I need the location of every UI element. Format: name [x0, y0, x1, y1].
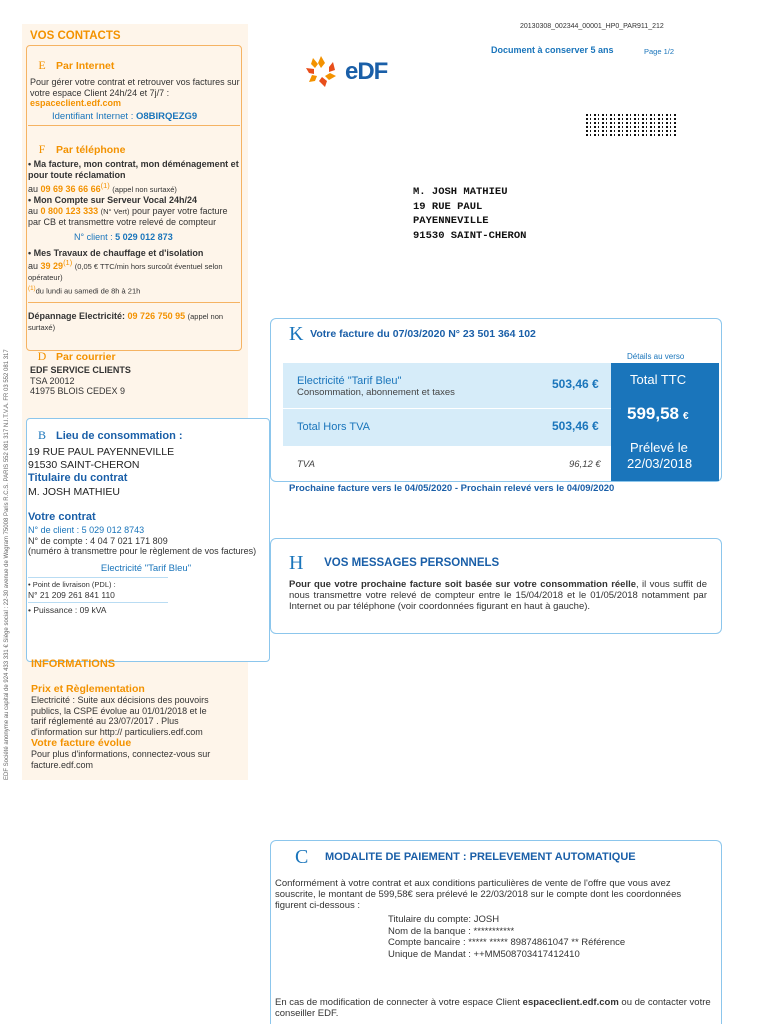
section-letter: B	[37, 428, 46, 442]
informations-title: INFORMATIONS	[31, 658, 116, 670]
lieu-title: Lieu de consommation :	[56, 430, 183, 442]
titulaire-title: Titulaire du contrat	[28, 472, 128, 484]
contrat-compte-note: (numéro à transmettre pour le règlement de vos factures)	[28, 546, 257, 556]
depannage-label: Dépannage Electricité:	[28, 310, 126, 321]
preleve-date: 22/03/2018	[627, 456, 693, 471]
details-link[interactable]: Détails au verso	[627, 352, 685, 361]
espace-client-link[interactable]: espaceclient.edf.com	[30, 98, 122, 108]
phone-number-2[interactable]: 0 800 123 333	[40, 205, 99, 216]
prix-text: Electricité : Suite aux décisions des pouvoirs publics, la CSPE évolue au 01/01/2018 et le tarif réglementé au 23/07/2017 . Plus d'information sur http:// particuliers.edf.com	[31, 695, 209, 737]
phone-prefix: au	[28, 184, 39, 194]
phone-line-1: • Ma facture, mon contrat, mon déménagement et pour toute réclamation	[28, 159, 239, 180]
recipient-address	[413, 185, 526, 243]
phone-prefix: au	[28, 261, 39, 271]
messages-title: VOS MESSAGES PERSONNELS	[324, 557, 500, 569]
mail-line: EDF SERVICE CLIENTS	[30, 365, 131, 375]
contact-internet	[28, 60, 240, 122]
address-line: M. JOSH MATHIEU	[413, 186, 508, 198]
bank-details	[388, 914, 625, 960]
phone-note-3: (0,05 € TTC/min hors surcoût éventuel selon opérateur)	[28, 262, 223, 282]
contrat-title: Votre contrat	[28, 511, 96, 523]
contrat-compte: N° de compte : 4 04 7 021 171 809	[28, 535, 168, 546]
divider	[28, 577, 168, 578]
payment-header	[295, 846, 636, 869]
messages-rest: , il vous suffit de nous transmettre votre relevé de compteur entre le 15/04/2018 et le 01/05/2018 notamment par Internet ou par téléphone (voir coordonnées figurant en haut à gauche).	[289, 579, 707, 612]
divider	[28, 302, 240, 303]
ht-amount: 503,46 €	[552, 419, 599, 433]
invoice-header	[289, 323, 536, 346]
phone-line-2-rest: pour payer votre facture par CB et transmettre votre relevé de compteur	[28, 205, 228, 227]
reference-code: 20130308_002344_00001_HP0_PAR911_212	[520, 23, 664, 30]
prix-title: Prix et Règlementation	[31, 683, 145, 695]
payment-intro: Conformément à votre contrat et aux conditions particulières de vente de l'offre que vous avez souscrite, le montant de 599,58€ sera prélevé le 22/03/2018 sur le compte dont les coordonnées figurent ci-dessous :	[275, 878, 682, 911]
footnote-ref: (1)	[28, 285, 36, 292]
next-invoice: Prochaine facture vers le 04/05/2020 - Prochain relevé vers le 04/09/2020	[289, 483, 615, 494]
phone-note-1: (appel non surtaxé)	[112, 185, 177, 194]
espace-client-link[interactable]: espaceclient.edf.com	[522, 997, 619, 1008]
phone-number-3[interactable]: 39 29	[40, 261, 64, 271]
invoice-title: Votre facture du 07/03/2020 N° 23 501 364 102	[310, 328, 536, 340]
puissance: • Puissance : 09 kVA	[28, 604, 107, 615]
divider	[283, 408, 611, 409]
lieu-address: 91530 SAINT-CHERON	[28, 458, 140, 471]
client-number-label: N° client :	[74, 231, 113, 242]
internet-id-label: Identifiant Internet :	[52, 110, 134, 122]
depannage-number[interactable]: 09 726 750 95	[127, 310, 186, 321]
mail-line: TSA 20012	[30, 375, 75, 386]
page-number: Page 1/2	[644, 47, 675, 56]
elec-sub: Consommation, abonnement et taxes	[297, 387, 455, 398]
ttc-panel	[611, 363, 719, 481]
section-letter: F	[38, 142, 46, 156]
payment-footer	[275, 997, 711, 1019]
elec-label: Electricité "Tarif Bleu"	[297, 375, 402, 387]
divider	[28, 602, 168, 603]
offre-name: Electricité "Tarif Bleu"	[100, 562, 192, 574]
address-line: PAYENNEVILLE	[413, 215, 489, 227]
tva-label: TVA	[297, 459, 315, 470]
titulaire-name: M. JOSH MATHIEU	[28, 486, 120, 498]
phone-line-3: • Mes Travaux de chauffage et d'isolation	[28, 247, 204, 258]
depannage-note: (appel non surtaxé)	[28, 311, 224, 332]
pdl-value: N° 21 209 261 841 110	[28, 589, 115, 600]
section-letter: C	[295, 846, 309, 868]
mail-title: Par courrier	[56, 351, 116, 363]
payment-title: MODALITE DE PAIEMENT : PRELEVEMENT AUTOMATIQUE	[324, 851, 636, 863]
footnote-text: du lundi au samedi de 8h à 21h	[35, 286, 141, 296]
internet-text: Pour gérer votre contrat et retrouver vos factures sur votre espace Client 24h/24 et 7j/7 :	[30, 77, 240, 98]
footnote-ref: (1)	[63, 258, 73, 267]
contact-mail	[28, 351, 240, 397]
phone-prefix: au	[28, 205, 39, 216]
mail-line: 41975 BLOIS CEDEX 9	[30, 386, 126, 396]
section-letter: K	[289, 323, 304, 345]
payment-footer-pre: En cas de modification de connecter à votre espace Client	[275, 997, 521, 1008]
consumption-details	[28, 430, 264, 615]
edf-sun-icon	[303, 54, 343, 90]
elec-amount: 503,46 €	[552, 377, 599, 391]
divider	[28, 125, 240, 126]
ttc-amount: 599,58	[627, 404, 679, 423]
bank-account: Compte bancaire : ***** ***** 89874861047 ** Référence	[388, 937, 626, 948]
contrat-client: N° de client : 5 029 012 8743	[28, 525, 145, 535]
ttc-label: Total TTC	[630, 372, 687, 387]
edf-logo	[303, 54, 413, 94]
phone-line-2: • Mon Compte sur Serveur Vocal 24h/24	[28, 195, 198, 205]
evolution-title: Votre facture évolue	[31, 737, 132, 749]
evolution-text: Pour plus d'informations, connectez-vous sur facture.edf.com	[31, 749, 211, 770]
footnote-ref: (1)	[100, 181, 110, 190]
phone-note-2: (N° Vert)	[100, 206, 130, 216]
mandate-ref: Unique de Mandat : ++MM508703417412410	[388, 948, 580, 960]
payment-footer-post: ou de contacter votre conseiller EDF.	[275, 997, 711, 1019]
legal-notice: EDF Société anonyme au capital de 924 433 331 € Siège social : 22-30 avenue de Wagram 75008 Paris R.C.S. PARIS 552 081 317 N.I.T.V.A. FR 03 552 081 317	[4, 349, 10, 780]
messages-header	[289, 552, 499, 575]
phone-title: Par téléphone	[56, 144, 126, 156]
client-number-value: 5 029 012 873	[115, 231, 173, 242]
informations	[31, 658, 241, 770]
contacts-title: VOS CONTACTS	[30, 30, 121, 42]
ttc-currency: €	[683, 411, 689, 422]
keep-document-note: Document à conserver 5 ans	[491, 45, 614, 55]
messages-bold: Pour que votre prochaine facture soit basée sur votre consommation réelle	[289, 579, 637, 590]
bank-name: Nom de la banque : ***********	[388, 925, 515, 937]
address-line: 19 RUE PAUL	[413, 200, 483, 213]
section-letter: D	[37, 349, 47, 363]
section-letter: E	[38, 58, 46, 72]
tva-amount: 96,12 €	[569, 459, 601, 470]
section-letter: H	[289, 552, 304, 574]
pdl-label: • Point de livraison (PDL) :	[28, 579, 116, 589]
bank-holder: Titulaire du compte: JOSH	[388, 914, 500, 925]
contact-phone	[28, 144, 240, 333]
internet-title: Par Internet	[56, 60, 115, 72]
internet-id-value: O8BIRQEZG9	[135, 110, 198, 122]
lieu-address: 19 RUE PAUL PAYENNEVILLE	[28, 446, 175, 458]
preleve-label: Prélevé le	[630, 440, 688, 455]
datamatrix-barcode	[586, 112, 676, 138]
address-line: 91530 SAINT-CHERON	[413, 229, 527, 242]
messages-text	[289, 579, 707, 612]
ht-label: Total Hors TVA	[297, 421, 370, 433]
phone-number-1[interactable]: 09 69 36 66 66	[40, 184, 101, 194]
edf-logo-text: eDF	[345, 58, 388, 85]
